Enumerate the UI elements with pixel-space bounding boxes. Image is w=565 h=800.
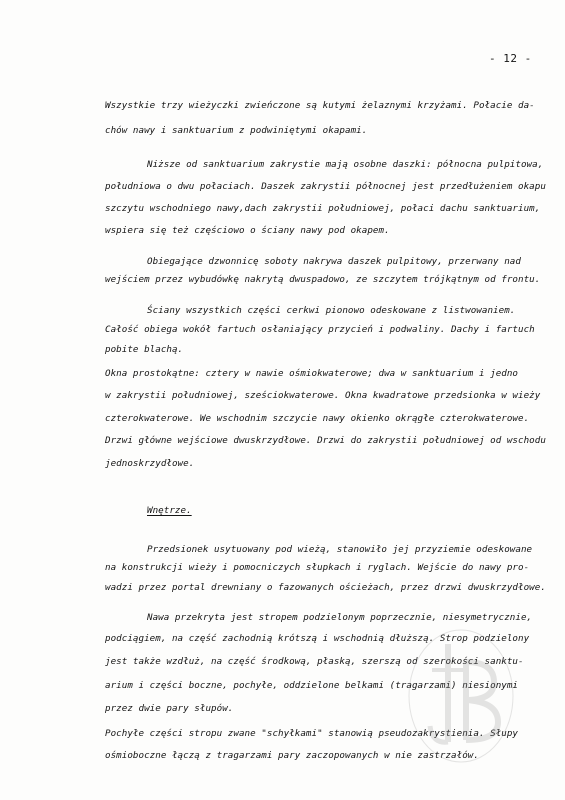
text-line: przez dwie pary słupów. bbox=[105, 703, 234, 714]
text-line: wspiera się też częściowo o ściany nawy pod okapem. bbox=[105, 225, 390, 236]
section-heading: Wnętrze. bbox=[147, 505, 192, 516]
text-line: wadzi przez portal drewniany o fazowanych ościeżach, przez drzwi dwuskrzydłowe. bbox=[105, 582, 546, 593]
text-line: Obiegające dzwonnicę soboty nakrywa daszek pulpitowy, przerwany nad bbox=[147, 256, 521, 267]
text-line: Ściany wszystkich części cerkwi pionowo odeskowane z listwowaniem. bbox=[147, 305, 516, 316]
text-line: Całość obiega wokół fartuch osłaniający przyciеń i podwaliny. Dachy i fartuch bbox=[105, 324, 535, 335]
text-line: czterokwaterowe. We wschodnim szczycie nawy okienko okrągłe czterokwaterowe. bbox=[105, 413, 530, 424]
text-line: arium i części boczne, pochyłe, oddzielone belkami (tragarzami) niesionymi bbox=[105, 680, 519, 691]
text-line: jest także wzdłuż, na część środkową, płaską, szerszą od szerokości sanktu- bbox=[105, 656, 524, 667]
text-line: Niższe od sanktuarium zakrystie mają osobne daszki: północna pulpitowa, bbox=[147, 159, 544, 170]
text-line: w zakrystii południowej, sześciokwaterowe. Okna kwadratowe przedsionka w wieży bbox=[105, 390, 541, 401]
text-line: Nawa przekryta jest stropem podzielonym poprzecznie, niesymetrycznie, bbox=[147, 612, 533, 623]
text-line: południowa o dwu połaciach. Daszek zakrystii północnej jest przedłużeniem okapu bbox=[105, 181, 546, 192]
text-line: Wszystkie trzy wieżyczki zwieńczone są kutymi żelaznymi krzyżami. Połacie da- bbox=[105, 100, 535, 111]
text-line: szczytu wschodniego nawy,dach zakrystii południowej, połaci dachu sanktuarium, bbox=[105, 203, 541, 214]
text-line: Okna prostokątne: cztery w nawie ośmiokwaterowe; dwa w sanktuarium i jedno bbox=[105, 368, 519, 379]
text-line: na konstrukcji wieży i pomocniczych słupkach i ryglach. Wejście do nawy pro- bbox=[105, 562, 530, 573]
text-line: wejściem przez wybudówkę nakrytą dwuspadowo, ze szczytem trójkątnym od frontu. bbox=[105, 274, 541, 285]
text-line: Pochyłe części stropu zwane "schyłkami" stanowią pseudozakrystienia. Słupy bbox=[105, 728, 519, 739]
text-line: chów nawy i sanktuarium z podwiniętymi okapami. bbox=[105, 125, 368, 136]
page-number: - 12 - bbox=[489, 52, 532, 65]
text-line: pobite blachą. bbox=[105, 344, 184, 355]
archive-watermark-stamp bbox=[402, 622, 520, 770]
text-line: jednoskrzydłowe. bbox=[105, 458, 195, 469]
text-line: podciągiem, na część zachodnią krótszą i wschodnią dłuższą. Strop podzielony bbox=[105, 633, 530, 644]
text-line: Przedsionek usytuowany pod wieżą, stanowiło jej przyziemie odeskowane bbox=[147, 544, 533, 555]
text-line: Drzwi główne wejściowe dwuskrzydłowe. Drzwi do zakrystii południowej od wschodu bbox=[105, 435, 546, 446]
text-line: ośmioboczne łączą z tragarzami pary zaczopowanych w nie zastrzałów. bbox=[105, 750, 479, 761]
